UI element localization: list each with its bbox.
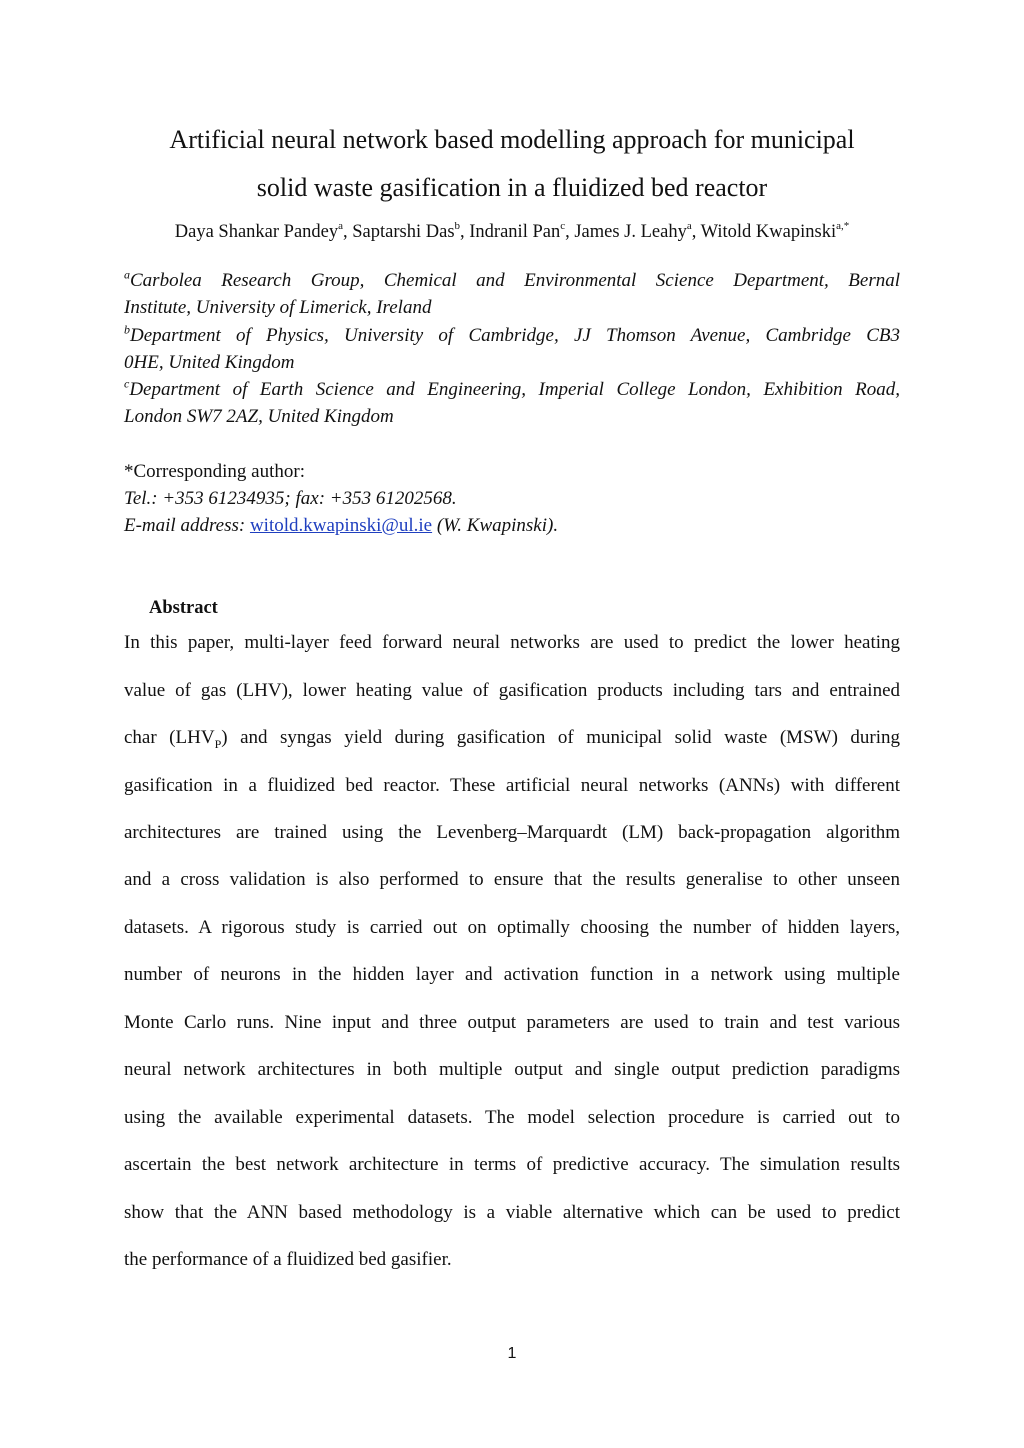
affiliation-a-line-1 <box>124 267 900 292</box>
affiliation-mark: a <box>124 267 130 282</box>
paper-title-line-2: solid waste gasification in a fluidized bed reactor <box>256 173 768 202</box>
author-affiliation-mark: a <box>686 219 692 232</box>
abstract-text: ) and syngas yield during gasification of municipal solid waste (MSW) during <box>221 727 900 748</box>
affiliation-text: Department of Earth Science and Engineering, Imperial College London, Exhibition Road, <box>129 379 900 400</box>
affiliation-text: Department of Physics, University of Cambridge, JJ Thomson Avenue, Cambridge CB3 <box>130 325 900 346</box>
author-separator: , <box>460 222 470 242</box>
affiliation-mark: b <box>124 322 130 337</box>
abstract-text: char (LHV <box>124 727 215 748</box>
author-name: Saptarshi Das <box>352 222 455 242</box>
affiliation-c-line-2: London SW7 2AZ, United Kingdom <box>124 406 394 427</box>
abstract-line: In this paper, multi-layer feed forward neural networks are used to predict the lower heating <box>124 632 900 653</box>
affiliation-b-line-1 <box>124 322 900 347</box>
abstract-line: neural network architectures in both multiple output and single output prediction paradigms <box>124 1059 900 1080</box>
abstract-line: value of gas (LHV), lower heating value of gasification products including tars and entrained <box>124 680 900 701</box>
author-list <box>100 221 924 243</box>
abstract-line <box>124 727 900 749</box>
paper-title-line-1: Artificial neural network based modelling approach for municipal <box>169 125 855 154</box>
abstract-line: Monte Carlo runs. Nine input and three output parameters are used to train and test various <box>124 1012 900 1033</box>
abstract-line: number of neurons in the hidden layer and activation function in a network using multiple <box>124 964 900 985</box>
author-affiliation-mark: c <box>560 219 566 232</box>
abstract-line: datasets. A rigorous study is carried out on optimally choosing the number of hidden layers, <box>124 917 900 938</box>
author-name: James J. Leahy <box>574 222 687 242</box>
author-separator: , <box>691 222 701 242</box>
corresponding-author-phone: Tel.: +353 61234935; fax: +353 61202568. <box>124 488 457 509</box>
affiliation-a-line-2: Institute, University of Limerick, Ireland <box>124 297 432 318</box>
email-owner: (W. Kwapinski). <box>432 515 559 536</box>
abstract-line: and a cross validation is also performed to ensure that the results generalise to other unseen <box>124 869 900 890</box>
abstract-line: ascertain the best network architecture in terms of predictive accuracy. The simulation results <box>124 1154 900 1175</box>
abstract-line: the performance of a fluidized bed gasifier. <box>124 1249 452 1270</box>
author-separator: , <box>343 222 353 242</box>
author-affiliation-mark: a <box>338 219 344 232</box>
abstract-line: gasification in a fluidized bed reactor. These artificial neural networks (ANNs) with different <box>124 775 900 796</box>
author-separator: , <box>565 222 575 242</box>
author-name: Indranil Pan <box>469 222 561 242</box>
author-name: Daya Shankar Pandey <box>174 222 339 242</box>
page-number: 1 <box>507 1345 517 1362</box>
email-link[interactable]: witold.kwapinski@ul.ie <box>249 515 433 536</box>
abstract-heading: Abstract <box>149 598 218 618</box>
author-affiliation-mark: b <box>454 219 461 232</box>
abstract-line: using the available experimental datasets. The model selection procedure is carried out to <box>124 1107 900 1128</box>
author-affiliation-mark: a,* <box>836 219 850 232</box>
abstract-line: architectures are trained using the Levenberg–Marquardt (LM) back-propagation algorithm <box>124 822 900 843</box>
author-name: Witold Kwapinski <box>700 222 837 242</box>
abstract-line: show that the ANN based methodology is a viable alternative which can be used to predict <box>124 1202 900 1223</box>
affiliation-b-line-2: 0HE, United Kingdom <box>124 352 295 373</box>
affiliation-mark: c <box>124 376 130 391</box>
abstract-subscript: P <box>214 736 222 751</box>
affiliation-c-line-1 <box>124 376 900 401</box>
email-label: E-mail address: <box>124 515 250 536</box>
corresponding-author-email-line <box>124 515 558 537</box>
affiliation-text: Carbolea Research Group, Chemical and Environmental Science Department, Bernal <box>130 270 900 291</box>
corresponding-author-label: *Corresponding author: <box>124 461 306 482</box>
